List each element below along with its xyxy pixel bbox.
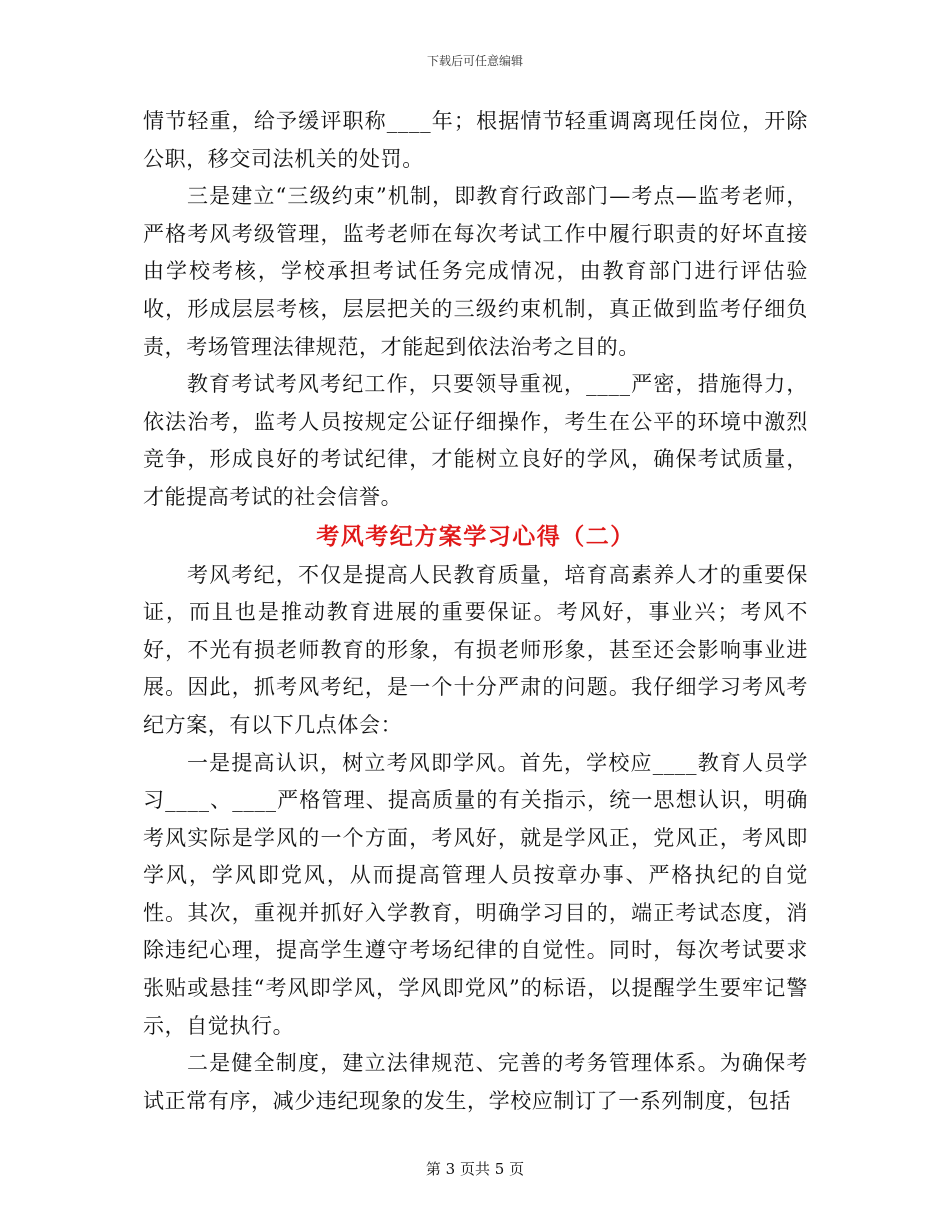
paragraph-three-level-mechanism: 三是建立“三级约束”机制，即教育行政部门—考点—监考老师，严格考风考级管理，监考老师在每次考试工作中履行职责的好坏直接由学校考核，学校承担考试任务完成情况，由教育部门进行评估验收，形成层层考核，层层把关的三级约束机制，真正做到监考仔细负责，考场管理法律规范，才能起到依法治考之目的。 <box>143 184 808 359</box>
paragraph-continuation: 情节轻重，给予缓评职称____年；根据情节轻重调离现任岗位，开除公职，移交司法机关的处罚。 <box>143 109 808 171</box>
paragraph-intro: 考风考纪，不仅是提高人民教育质量，培育高素养人才的重要保证，而且也是推动教育进展的重要保证。考风好，事业兴；考风不好，不光有损老师教育的形象，有损老师形象，甚至还会影响事业进展。因此，抓考风考纪，是一个十分严肃的问题。我仔细学习考风考纪方案，有以下几点体会： <box>143 562 808 737</box>
document-body <box>143 103 808 1120</box>
page-number: 第 3 页共 5 页 <box>425 1160 525 1178</box>
paragraph-point-one: 一是提高认识，树立考风即学风。首先，学校应____教育人员学习____、____严格管理、提高质量的有关指示，统一思想认识，明确考风实际是学风的一个方面，考风好，就是学风正，党风正，考风即学风，学风即党风，从而提高管理人员按章办事、严格执纪的自觉性。其次，重视并抓好入学教育，明确学习目的，端正考试态度，消除违纪心理，提高学生遵守考场纪律的自觉性。同时，每次考试要求张贴或悬挂“考风即学风，学风即党风”的标语，以提醒学生要牢记警示，自觉执行。 <box>143 750 808 1038</box>
paragraph-point-two: 二是健全制度，建立法律规范、完善的考务管理体系。为确保考试正常有序，减少违纪现象的发生，学校应制订了一系列制度，包括 <box>143 1051 808 1113</box>
paragraph-exam-discipline-work: 教育考试考风考纪工作，只要领导重视，____严密，措施得力，依法治考，监考人员按规定公证仔细操作，考生在公平的环境中激烈竞争，形成良好的考试纪律，才能树立良好的学风，确保考试质量，才能提高考试的社会信誉。 <box>143 372 808 509</box>
page-header-note: 下载后可任意编辑 <box>426 54 523 68</box>
section-title: 考风考纪方案学习心得（二） <box>316 522 635 550</box>
